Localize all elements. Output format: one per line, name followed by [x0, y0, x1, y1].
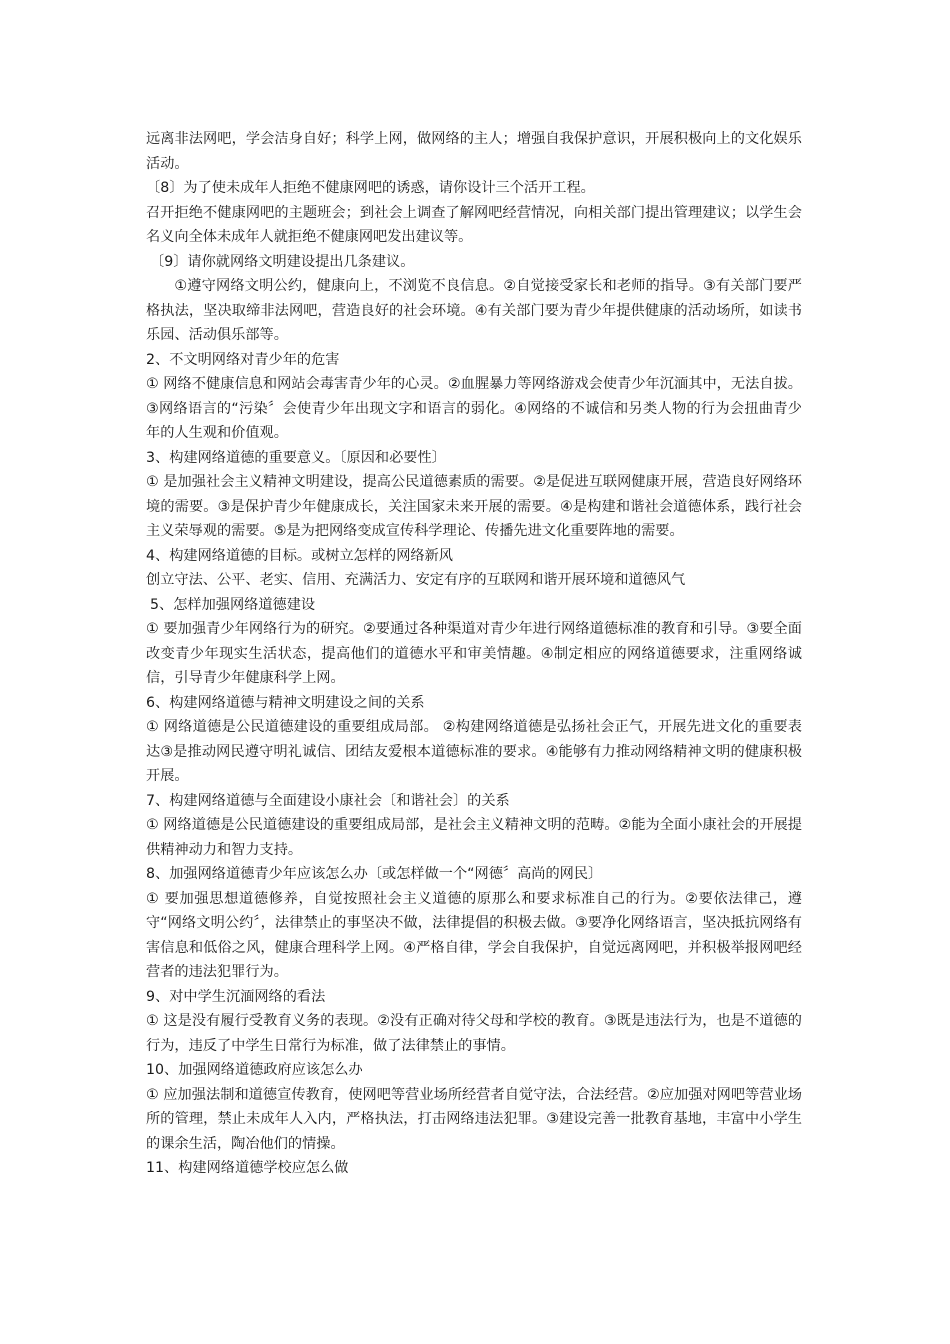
paragraph: ① 应加强法制和道德宣传教育，使网吧等营业场所经营者自觉守法，合法经营。②应加强对网吧等营业场所的管理，禁止未成年人入内，严格执法，打击网络违法犯罪。③建设完善一批教育基地，丰富中小学生的课余生活，陶冶他们的情操。	[146, 1086, 802, 1152]
section-heading: 2、不文明网络对青少年的危害	[146, 351, 340, 368]
section-heading: 4、构建网络道德的目标。或树立怎样的网络新风	[146, 547, 453, 564]
paragraph: ① 要加强青少年网络行为的研究。②要通过各种渠道对青少年进行网络道德标准的教育和引导。③要全面改变青少年现实生活状态，提高他们的道德水平和审美情趣。④制定相应的网络道德要求，注重网络诚信，引导青少年健康科学上网。	[146, 621, 802, 686]
paragraph: 远离非法网吧，学会洁身自好；科学上网，做网络的主人；增强自我保护意识，开展积极向上的文化娱乐活动。	[146, 131, 802, 172]
section-heading: 5、怎样加强网络道德建设	[150, 596, 316, 613]
paragraph: 创立守法、公平、老实、信用、充满活力、安定有序的互联网和谐开展环境和道德风气	[146, 572, 686, 588]
paragraph: ① 网络道德是公民道德建设的重要组成局部。 ②构建网络道德是弘扬社会正气，开展先进文化的重要表达③是推动网民遵守明礼诚信、团结友爱根本道德标准的要求。④能够有力推动网络精神文明的健康积极开展。	[146, 719, 802, 784]
paragraph: ① 这是没有履行受教育义务的表现。②没有正确对待父母和学校的教育。③既是违法行为，也是不道德的行为，违反了中学生日常行为标准，做了法律禁止的事情。	[146, 1013, 802, 1054]
paragraph: ①遵守网络文明公约，健康向上，不浏览不良信息。②自觉接受家长和老师的指导。③有关部门要严格执法，坚决取缔非法网吧，营造良好的社会环境。④有关部门要为青少年提供健康的活动场所，如读书乐园、活动俱乐部等。	[146, 278, 802, 343]
section-heading: 6、构建网络道德与精神文明建设之间的关系	[146, 694, 425, 711]
question-heading: 〔8〕为了使未成年人拒绝不健康网吧的诱惑，请你设计三个活开工程。	[146, 180, 595, 196]
section-heading: 10、加强网络道德政府应该怎么办	[146, 1062, 363, 1078]
section-heading: 11、构建网络道德学校应怎么做	[146, 1160, 349, 1176]
paragraph: ① 网络不健康信息和网站会毒害青少年的心灵。②血腥暴力等网络游戏会使青少年沉湎其中，无法自拔。③网络语言的“污染〞会使青少年出现文字和语言的弱化。④网络的不诚信和另类人物的行为会扭曲青少年的人生观和价值观。	[146, 376, 802, 441]
paragraph: ① 是加强社会主义精神文明建设，提高公民道德素质的需要。②是促进互联网健康开展，营造良好网络环境的需要。③是保护青少年健康成长，关注国家未来开展的需要。④是构建和谐社会道德体系，践行社会主义荣辱观的需要。⑤是为把网络变成宣传科学理论、传播先进文化重要阵地的需要。	[146, 474, 802, 539]
paragraph: 召开拒绝不健康网吧的主题班会；到社会上调查了解网吧经营情况，向相关部门提出管理建议；以学生会名义向全体未成年人就拒绝不健康网吧发出建议等。	[146, 204, 802, 245]
section-heading: 8、加强网络道德青少年应该怎么办〔或怎样做一个“网德〞高尚的网民〕	[146, 866, 603, 882]
section-heading: 9、对中学生沉湎网络的看法	[146, 988, 326, 1005]
paragraph: ① 网络道德是公民道德建设的重要组成局部，是社会主义精神文明的范畴。②能为全面小康社会的开展提供精神动力和智力支持。	[146, 817, 802, 858]
section-heading: 3、构建网络道德的重要意义。〔原因和必要性〕	[146, 449, 446, 466]
question-heading: 〔9〕请你就网络文明建设提出几条建议。	[150, 253, 415, 270]
document-body	[146, 127, 802, 1181]
section-heading: 7、构建网络道德与全面建设小康社会〔和谐社会〕的关系	[146, 792, 510, 809]
paragraph: ① 要加强思想道德修养，自觉按照社会主义道德的原那么和要求标准自己的行为。②要依法律己，遵守“网络文明公约〞，法律禁止的事坚决不做，法律提倡的积极去做。③要净化网络语言，坚决抵抗网络有害信息和低俗之风，健康合理科学上网。④严格自律，学会自我保护，自觉远离网吧，并积极举报网吧经营者的违法犯罪行为。	[146, 890, 802, 980]
